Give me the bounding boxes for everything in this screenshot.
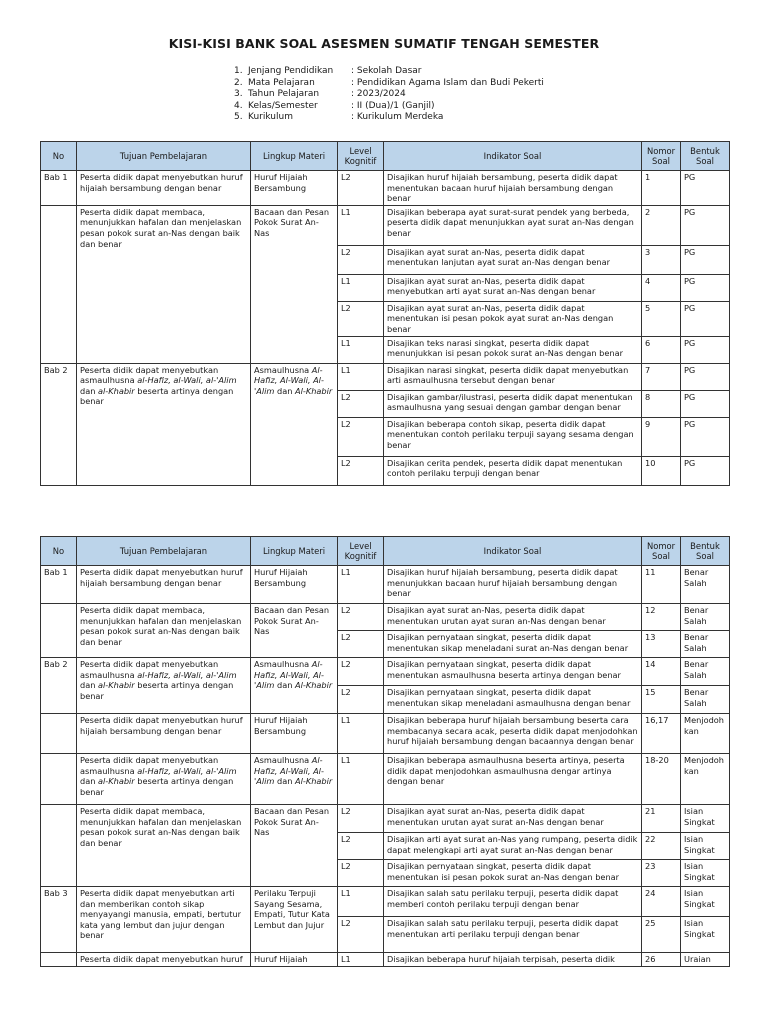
tujuan-text: Peserta didik dapat menyebutkan asmaulhusna <box>80 364 219 386</box>
cell-bentuk: PG <box>681 456 730 485</box>
cell-indikator: Disajikan ayat surat an-Nas, peserta didik dapat menentukan urutan ayat surat an-Nas dengan benar <box>384 805 642 833</box>
lingkup-italic: Al-Khabir <box>295 680 333 691</box>
cell-tujuan: Peserta didik dapat membaca, menunjukkan hafalan dan menjelaskan pesan pokok surat an-Nas dengan baik dan benar <box>77 805 251 887</box>
table-row <box>41 887 730 917</box>
meta-number: 2. <box>234 77 243 88</box>
header-level: Level Kognitif <box>338 537 384 566</box>
tujuan-italic: al-Khabir <box>98 776 135 787</box>
tujuan-text: Peserta didik dapat menyebutkan asmaulhusna <box>80 755 219 776</box>
meta-key: Kelas/Semester <box>248 100 318 111</box>
cell-bab: Bab 3 <box>41 887 77 953</box>
cell-nomor: 2 <box>642 205 681 245</box>
cell-tujuan: Peserta didik dapat menyebutkan huruf hijaiah bersambung dengan benar <box>77 566 251 604</box>
cell-lingkup <box>251 363 338 485</box>
cell-bentuk: PG <box>681 171 730 206</box>
kisi-kisi-table-2 <box>40 536 730 967</box>
meta-row <box>234 101 544 113</box>
cell-indikator: Disajikan beberapa asmaulhusna beserta artinya, peserta didik dapat menjodohkan asmaulhusna dengar artinya dengan benar <box>384 754 642 805</box>
meta-key: Mata Pelajaran <box>248 77 315 88</box>
lingkup-italic: Al-Hafiz, Al-Wali, Al-'Alim <box>254 755 324 787</box>
lingkup-text: dan <box>274 385 295 396</box>
cell-nomor: 10 <box>642 456 681 485</box>
meta-number: 3. <box>234 89 243 100</box>
table-header-row <box>41 537 730 566</box>
cell-indikator: Disajikan ayat surat an-Nas, peserta didik dapat menentukan isi pesan pokok ayat surat an-Nas dengan benar <box>384 301 642 336</box>
cell-bentuk: Isian Singkat <box>681 887 730 917</box>
cell-indikator: Disajikan huruf hijaiah bersambung, peserta didik dapat menentukan bacaan huruf hijaiah bersambung dengan benar <box>384 171 642 206</box>
cell-level: L1 <box>338 566 384 604</box>
cell-indikator: Disajikan teks narasi singkat, peserta didik dapat menunjukkan isi pesan pokok surat an-Nas dengan benar <box>384 336 642 363</box>
table-row <box>41 754 730 805</box>
cell-nomor: 7 <box>642 363 681 390</box>
cell-bentuk: Benar Salah <box>681 566 730 604</box>
cell-tujuan: Peserta didik dapat menyebutkan huruf hijaiah bersambung dengan benar <box>77 171 251 206</box>
cell-indikator: Disajikan beberapa huruf hijaiah bersambung beserta cara membacanya secara acak, peserta didik dapat menjodohkan huruf hijaiah bersambung dengan bacaannya dengan benar <box>384 714 642 754</box>
table-row <box>41 805 730 833</box>
lingkup-text: Asmaulhusna <box>254 755 312 765</box>
table-row <box>41 604 730 631</box>
cell-level: L2 <box>338 604 384 631</box>
header-level: Level Kognitif <box>338 142 384 171</box>
cell-tujuan: Peserta didik dapat menyebutkan huruf <box>77 953 251 967</box>
cell-bentuk: Menjodoh kan <box>681 714 730 754</box>
cell-lingkup: Bacaan dan Pesan Pokok Surat An-Nas <box>251 604 338 658</box>
cell-nomor: 25 <box>642 917 681 953</box>
document-meta <box>234 66 544 124</box>
cell-tujuan <box>77 658 251 714</box>
cell-indikator: Disajikan ayat surat an-Nas, peserta didik dapat menentukan urutan ayat suran an-Nas dengan benar <box>384 604 642 631</box>
cell-tujuan: Peserta didik dapat membaca, menunjukkan hafalan dan menjelaskan pesan pokok surat an-Nas dengan baik dan benar <box>77 205 251 363</box>
table-row <box>41 566 730 604</box>
cell-level: L1 <box>338 363 384 390</box>
header-no: No <box>41 142 77 171</box>
cell-level: L2 <box>338 658 384 686</box>
cell-nomor: 16,17 <box>642 714 681 754</box>
cell-level: L2 <box>338 417 384 456</box>
cell-lingkup: Perilaku Terpuji Sayang Sesama, Empati, Tutur Kata Lembut dan Jujur <box>251 887 338 953</box>
cell-lingkup <box>251 754 338 805</box>
cell-level: L2 <box>338 456 384 485</box>
cell-indikator: Disajikan pernyataan singkat, peserta didik dapat menentukan sikap meneladani asmaulhusna dengan benar <box>384 686 642 714</box>
table-row <box>41 658 730 686</box>
document-title: KISI-KISI BANK SOAL ASESMEN SUMATIF TENGAH SEMESTER <box>168 36 600 51</box>
cell-lingkup <box>251 658 338 714</box>
cell-level: L2 <box>338 805 384 833</box>
header-nomor: Nomor Soal <box>642 142 681 171</box>
cell-nomor: 14 <box>642 658 681 686</box>
cell-lingkup: Huruf Hijaiah Bersambung <box>251 171 338 206</box>
cell-level: L1 <box>338 336 384 363</box>
cell-bab <box>41 604 77 658</box>
cell-nomor: 24 <box>642 887 681 917</box>
cell-level: L2 <box>338 860 384 887</box>
header-no: No <box>41 537 77 566</box>
cell-level: L1 <box>338 205 384 245</box>
cell-lingkup: Bacaan dan Pesan Pokok Surat An-Nas <box>251 205 338 363</box>
cell-nomor: 15 <box>642 686 681 714</box>
meta-value: : II (Dua)/1 (Ganjil) <box>351 100 435 111</box>
cell-bab <box>41 714 77 754</box>
lingkup-text: dan <box>274 680 295 691</box>
cell-level: L1 <box>338 887 384 917</box>
header-bentuk: Bentuk Soal <box>681 537 730 566</box>
cell-level: L1 <box>338 754 384 805</box>
cell-bentuk: Isian Singkat <box>681 917 730 953</box>
cell-bentuk: Benar Salah <box>681 631 730 658</box>
cell-bab: Bab 2 <box>41 363 77 485</box>
tujuan-italic: al-Hafiz, al-Wali, al-'Alim <box>137 765 237 776</box>
cell-bentuk: PG <box>681 274 730 301</box>
cell-nomor: 22 <box>642 833 681 860</box>
cell-bab: Bab 1 <box>41 171 77 206</box>
table-row <box>41 205 730 245</box>
cell-bentuk: Isian Singkat <box>681 833 730 860</box>
cell-tujuan: Peserta didik dapat menyebutkan arti dan memberikan contoh sikap menyayangi manusia, empati, bertutur kata yang lembut dan jujur dengan benar <box>77 887 251 953</box>
cell-indikator: Disajikan cerita pendek, peserta didik dapat menentukan contoh perilaku terpuji dengan benar <box>384 456 642 485</box>
cell-bab: Bab 2 <box>41 658 77 714</box>
cell-bab <box>41 805 77 887</box>
cell-bentuk: PG <box>681 301 730 336</box>
cell-bentuk: Benar Salah <box>681 658 730 686</box>
cell-nomor: 9 <box>642 417 681 456</box>
cell-level: L2 <box>338 686 384 714</box>
cell-nomor: 5 <box>642 301 681 336</box>
cell-level: L2 <box>338 245 384 274</box>
cell-indikator: Disajikan arti ayat surat an-Nas yang rumpang, peserta didik dapat melengkapi arti ayat surat an-Nas dengan benar <box>384 833 642 860</box>
cell-indikator: Disajikan salah satu perilaku terpuji, peserta didik dapat memberi contoh perilaku terpuji dengan benar <box>384 887 642 917</box>
cell-nomor: 21 <box>642 805 681 833</box>
cell-bentuk: PG <box>681 390 730 417</box>
tujuan-italic: al-Hafiz, al-Wali, al-'Alim <box>137 669 237 680</box>
table-row <box>41 363 730 390</box>
meta-key: Kurikulum <box>248 112 293 123</box>
cell-bentuk: PG <box>681 363 730 390</box>
header-lingkup: Lingkup Materi <box>251 537 338 566</box>
cell-indikator: Disajikan beberapa contoh sikap, peserta didik dapat menentukan contoh perilaku terpuji sayang sesama dengan benar <box>384 417 642 456</box>
lingkup-italic: Al-Khabir <box>295 776 333 787</box>
cell-bentuk: PG <box>681 417 730 456</box>
cell-bab: Bab 1 <box>41 566 77 604</box>
cell-level: L2 <box>338 171 384 206</box>
cell-indikator: Disajikan ayat surat an-Nas, peserta didik dapat menentukan lanjutan ayat surat an-Nas dengan benar <box>384 245 642 274</box>
cell-indikator: Disajikan gambar/ilustrasi, peserta didik dapat menentukan asmaulhusna yang sesuai dengan gambar dengan benar <box>384 390 642 417</box>
table-header-row <box>41 142 730 171</box>
meta-key: Jenjang Pendidikan <box>248 66 334 76</box>
cell-nomor: 23 <box>642 860 681 887</box>
cell-level: L1 <box>338 714 384 754</box>
lingkup-text: dan <box>274 776 295 787</box>
meta-number: 5. <box>234 112 243 123</box>
cell-tujuan <box>77 754 251 805</box>
table-row <box>41 714 730 754</box>
meta-value: : 2023/2024 <box>351 89 406 100</box>
cell-level: L1 <box>338 953 384 967</box>
meta-row <box>234 78 544 90</box>
cell-nomor: 12 <box>642 604 681 631</box>
cell-level: L1 <box>338 274 384 301</box>
header-bentuk: Bentuk Soal <box>681 142 730 171</box>
lingkup-text: Asmaulhusna <box>254 659 312 669</box>
tujuan-italic: al-Hafiz, al-Wali, al-'Alim <box>137 375 237 386</box>
cell-indikator: Disajikan pernyataan singkat, peserta didik dapat menentukan asmaulhusna beserta artinya dengan benar <box>384 658 642 686</box>
cell-nomor: 3 <box>642 245 681 274</box>
cell-nomor: 13 <box>642 631 681 658</box>
table-row <box>41 171 730 206</box>
cell-bab <box>41 754 77 805</box>
tujuan-italic: al-Khabir <box>98 385 135 396</box>
tujuan-text: dan <box>80 385 99 396</box>
lingkup-italic: Al-Hafiz, Al-Wali, Al-'Alim <box>254 364 324 396</box>
cell-bentuk: PG <box>681 205 730 245</box>
cell-bentuk: Benar Salah <box>681 604 730 631</box>
cell-bab <box>41 205 77 363</box>
header-indikator: Indikator Soal <box>384 537 642 566</box>
header-tujuan: Tujuan Pembelajaran <box>77 537 251 566</box>
cell-bentuk: Menjodoh kan <box>681 754 730 805</box>
cell-indikator: Disajikan huruf hijaiah bersambung, peserta didik dapat menunjukkan bacaan huruf hijaiah bersambung dengan benar <box>384 566 642 604</box>
tujuan-text: Peserta didik dapat menyebutkan asmaulhusna <box>80 659 219 680</box>
cell-nomor: 26 <box>642 953 681 967</box>
meta-key: Tahun Pelajaran <box>248 89 320 100</box>
cell-level: L2 <box>338 833 384 860</box>
cell-bentuk: Isian Singkat <box>681 805 730 833</box>
cell-lingkup: Huruf Hijaiah <box>251 953 338 967</box>
cell-indikator: Disajikan pernyataan singkat, peserta didik dapat menentukan isi pesan pokok surat an-Nas dengan benar <box>384 860 642 887</box>
cell-nomor: 18-20 <box>642 754 681 805</box>
tujuan-text: beserta artinya dengan benar <box>80 680 234 701</box>
cell-indikator: Disajikan pernyataan singkat, peserta didik dapat menentukan sikap meneladani surat an-Nas dengan benar <box>384 631 642 658</box>
meta-value: : Pendidikan Agama Islam dan Budi Pekerti <box>351 77 544 88</box>
meta-row <box>234 89 544 101</box>
cell-tujuan: Peserta didik dapat menyebutkan huruf hijaiah bersambung dengan benar <box>77 714 251 754</box>
cell-nomor: 1 <box>642 171 681 206</box>
cell-indikator: Disajikan narasi singkat, peserta didik dapat menyebutkan arti asmaulhusna tersebut dengan benar <box>384 363 642 390</box>
cell-indikator: Disajikan beberapa huruf hijaiah terpisah, peserta didik <box>384 953 642 967</box>
meta-number: 1. <box>234 66 243 76</box>
lingkup-text: Asmaulhusna <box>254 364 312 375</box>
cell-level: L2 <box>338 631 384 658</box>
tujuan-italic: al-Khabir <box>98 680 135 691</box>
header-indikator: Indikator Soal <box>384 142 642 171</box>
header-lingkup: Lingkup Materi <box>251 142 338 171</box>
cell-lingkup: Bacaan dan Pesan Pokok Surat An-Nas <box>251 805 338 887</box>
cell-tujuan: Peserta didik dapat membaca, menunjukkan hafalan dan menjelaskan pesan pokok surat an-Nas dengan baik dan benar <box>77 604 251 658</box>
tujuan-text: dan <box>80 680 99 691</box>
meta-number: 4. <box>234 100 243 111</box>
cell-bentuk: Benar Salah <box>681 686 730 714</box>
meta-value: : Kurikulum Merdeka <box>351 112 444 123</box>
cell-nomor: 6 <box>642 336 681 363</box>
cell-nomor: 11 <box>642 566 681 604</box>
cell-level: L2 <box>338 917 384 953</box>
cell-bentuk: PG <box>681 245 730 274</box>
tujuan-text: dan <box>80 776 99 787</box>
cell-level: L2 <box>338 390 384 417</box>
cell-nomor: 4 <box>642 274 681 301</box>
meta-row <box>234 66 544 78</box>
lingkup-italic: Al-Hafiz, Al-Wali, Al-'Alim <box>254 659 324 691</box>
cell-level: L2 <box>338 301 384 336</box>
header-tujuan: Tujuan Pembelajaran <box>77 142 251 171</box>
meta-value: : Sekolah Dasar <box>351 66 422 76</box>
cell-bentuk: PG <box>681 336 730 363</box>
cell-indikator: Disajikan ayat surat an-Nas, peserta didik dapat menyebutkan arti ayat surat an-Nas dengan benar <box>384 274 642 301</box>
table-row <box>41 953 730 967</box>
cell-nomor: 8 <box>642 390 681 417</box>
cell-tujuan <box>77 363 251 485</box>
tujuan-text: beserta artinya dengan benar <box>80 776 234 797</box>
cell-indikator: Disajikan beberapa ayat surat-surat pendek yang berbeda, peserta didik dapat menunjukkan ayat surat an-Nas dengan benar <box>384 205 642 245</box>
meta-row <box>234 112 544 124</box>
cell-lingkup: Huruf Hijaiah Bersambung <box>251 714 338 754</box>
cell-bentuk: Uraian <box>681 953 730 967</box>
kisi-kisi-table-1 <box>40 141 730 486</box>
tujuan-text: beserta artinya dengan benar <box>80 385 234 407</box>
cell-indikator: Disajikan salah satu perilaku terpuji, peserta didik dapat menentukan arti perilaku terpuji dengan benar <box>384 917 642 953</box>
header-nomor: Nomor Soal <box>642 537 681 566</box>
lingkup-italic: Al-Khabir <box>295 385 333 396</box>
cell-lingkup: Huruf Hijaiah Bersambung <box>251 566 338 604</box>
cell-bentuk: Isian Singkat <box>681 860 730 887</box>
cell-bab <box>41 953 77 967</box>
